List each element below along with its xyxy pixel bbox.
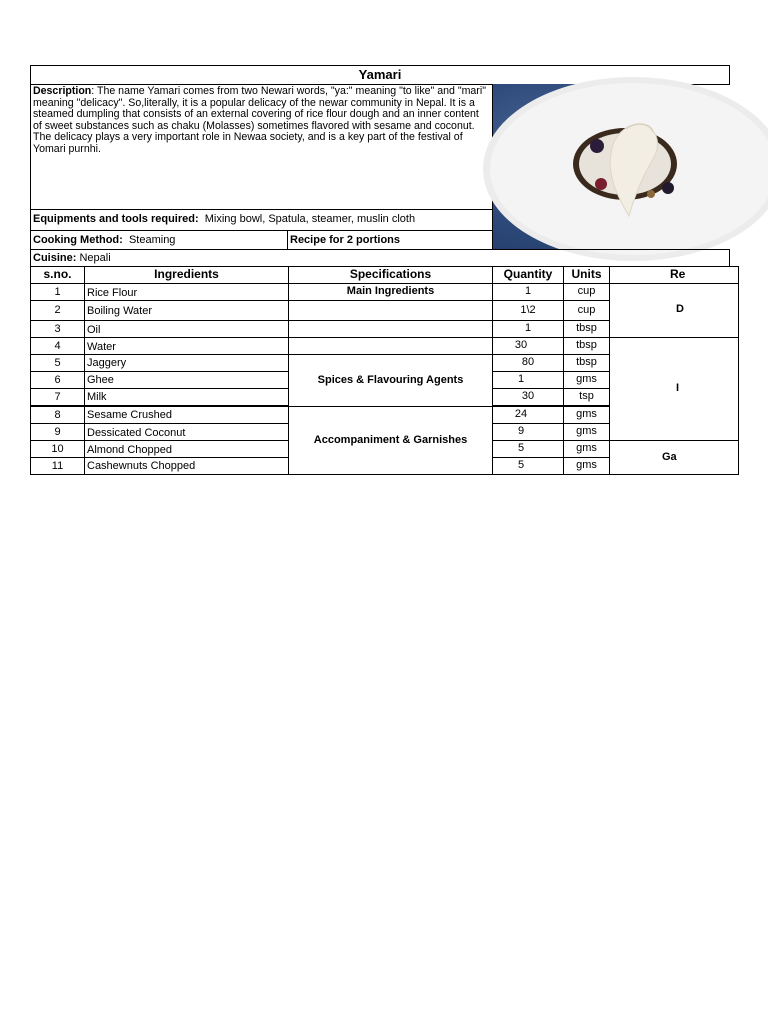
row-ingredient: Water bbox=[84, 337, 289, 355]
row-ingredient: Oil bbox=[84, 320, 289, 338]
cooking-method-label: Cooking Method: bbox=[33, 234, 123, 246]
dish-photo bbox=[493, 84, 683, 249]
description-cell bbox=[30, 84, 493, 210]
row-sno: 9 bbox=[30, 423, 85, 441]
row-unit: cup bbox=[563, 300, 610, 321]
row-quantity: 5 bbox=[492, 457, 564, 475]
row-sno: 1 bbox=[30, 283, 85, 301]
cuisine-label: Cuisine: bbox=[33, 252, 77, 264]
header-ingredients: Ingredients bbox=[84, 266, 289, 284]
header-remarks: Re bbox=[609, 266, 739, 284]
remarks-cell-1: D bbox=[609, 283, 739, 338]
row-quantity: 1 bbox=[492, 320, 564, 338]
row-unit: gms bbox=[563, 440, 610, 458]
cuisine-value: Nepali bbox=[79, 252, 111, 264]
row-sno: 6 bbox=[30, 371, 85, 389]
row-unit: gms bbox=[563, 457, 610, 475]
equipment-row bbox=[30, 209, 493, 231]
row-unit: tsp bbox=[563, 388, 610, 406]
row-ingredient: Dessicated Coconut bbox=[84, 423, 289, 441]
cooking-method-value: Steaming bbox=[128, 234, 176, 246]
row-sno: 8 bbox=[30, 406, 85, 424]
row-sno: 10 bbox=[30, 440, 85, 458]
row-quantity: 9 bbox=[492, 423, 564, 441]
spec-empty bbox=[288, 300, 493, 321]
recipe-sheet bbox=[30, 65, 686, 480]
row-ingredient: Sesame Crushed bbox=[84, 406, 289, 424]
equipment-value: Mixing bowl, Spatula, steamer, muslin cloth bbox=[204, 213, 416, 225]
row-unit: gms bbox=[563, 423, 610, 441]
row-quantity: 5 bbox=[492, 440, 564, 458]
portions-cell: Recipe for 2 portions bbox=[287, 230, 493, 250]
description-text: : The name Yamari comes from two Newari words, "ya:" meaning "to like" and "mari" meaning "delicacy". So,literally, it is a popular delicacy of the newar community in Nepal. It is a steamed dumpling that consists of an external covering of rice flour dough and an inner content of sweet substances such as chaku (Molasses) sometimes flavored with sesame and coconut. The delicacy plays a very important role in Newaa society, and is a key part of the festival of Yomari purnhi. bbox=[33, 85, 486, 155]
row-ingredient: Cashewnuts Chopped bbox=[84, 457, 289, 475]
row-unit: tbsp bbox=[563, 354, 610, 372]
row-quantity: 80 bbox=[492, 354, 564, 372]
header-specifications: Specifications bbox=[288, 266, 493, 284]
description-label: Description bbox=[33, 85, 92, 97]
remarks-cell-2: I bbox=[609, 337, 739, 441]
cuisine-row bbox=[30, 249, 730, 267]
spec-spices-flavouring: Spices & Flavouring Agents bbox=[288, 354, 493, 407]
recipe-title: Yamari bbox=[30, 65, 730, 85]
row-sno: 3 bbox=[30, 320, 85, 338]
header-units: Units bbox=[563, 266, 610, 284]
row-ingredient: Milk bbox=[84, 388, 289, 406]
row-sno: 4 bbox=[30, 337, 85, 355]
row-unit: tbsp bbox=[563, 320, 610, 338]
row-ingredient: Rice Flour bbox=[84, 283, 289, 301]
dish-photo-art bbox=[493, 84, 683, 249]
row-unit: tbsp bbox=[563, 337, 610, 355]
row-unit: cup bbox=[563, 283, 610, 301]
remarks-cell-3: Ga bbox=[609, 440, 739, 475]
row-unit: gms bbox=[563, 406, 610, 424]
header-quantity: Quantity bbox=[492, 266, 564, 284]
row-unit: gms bbox=[563, 371, 610, 389]
row-quantity: 1 bbox=[492, 371, 564, 389]
row-quantity: 1\2 bbox=[492, 300, 564, 321]
row-quantity: 30 bbox=[492, 337, 564, 355]
row-quantity: 1 bbox=[492, 283, 564, 301]
header-sno: s.no. bbox=[30, 266, 85, 284]
spec-empty bbox=[288, 337, 493, 355]
row-quantity: 24 bbox=[492, 406, 564, 424]
row-ingredient: Ghee bbox=[84, 371, 289, 389]
row-sno: 5 bbox=[30, 354, 85, 372]
row-ingredient: Boiling Water bbox=[84, 300, 289, 321]
row-quantity: 30 bbox=[492, 388, 564, 406]
row-ingredient: Almond Chopped bbox=[84, 440, 289, 458]
row-sno: 2 bbox=[30, 300, 85, 321]
row-sno: 11 bbox=[30, 457, 85, 475]
cooking-method-row bbox=[30, 230, 288, 250]
row-ingredient: Jaggery bbox=[84, 354, 289, 372]
spec-accompaniment-garnishes: Accompaniment & Garnishes bbox=[288, 406, 493, 475]
row-sno: 7 bbox=[30, 388, 85, 406]
spec-empty bbox=[288, 320, 493, 338]
spec-main-ingredients: Main Ingredients bbox=[288, 283, 493, 301]
equipment-label: Equipments and tools required: bbox=[33, 213, 199, 225]
